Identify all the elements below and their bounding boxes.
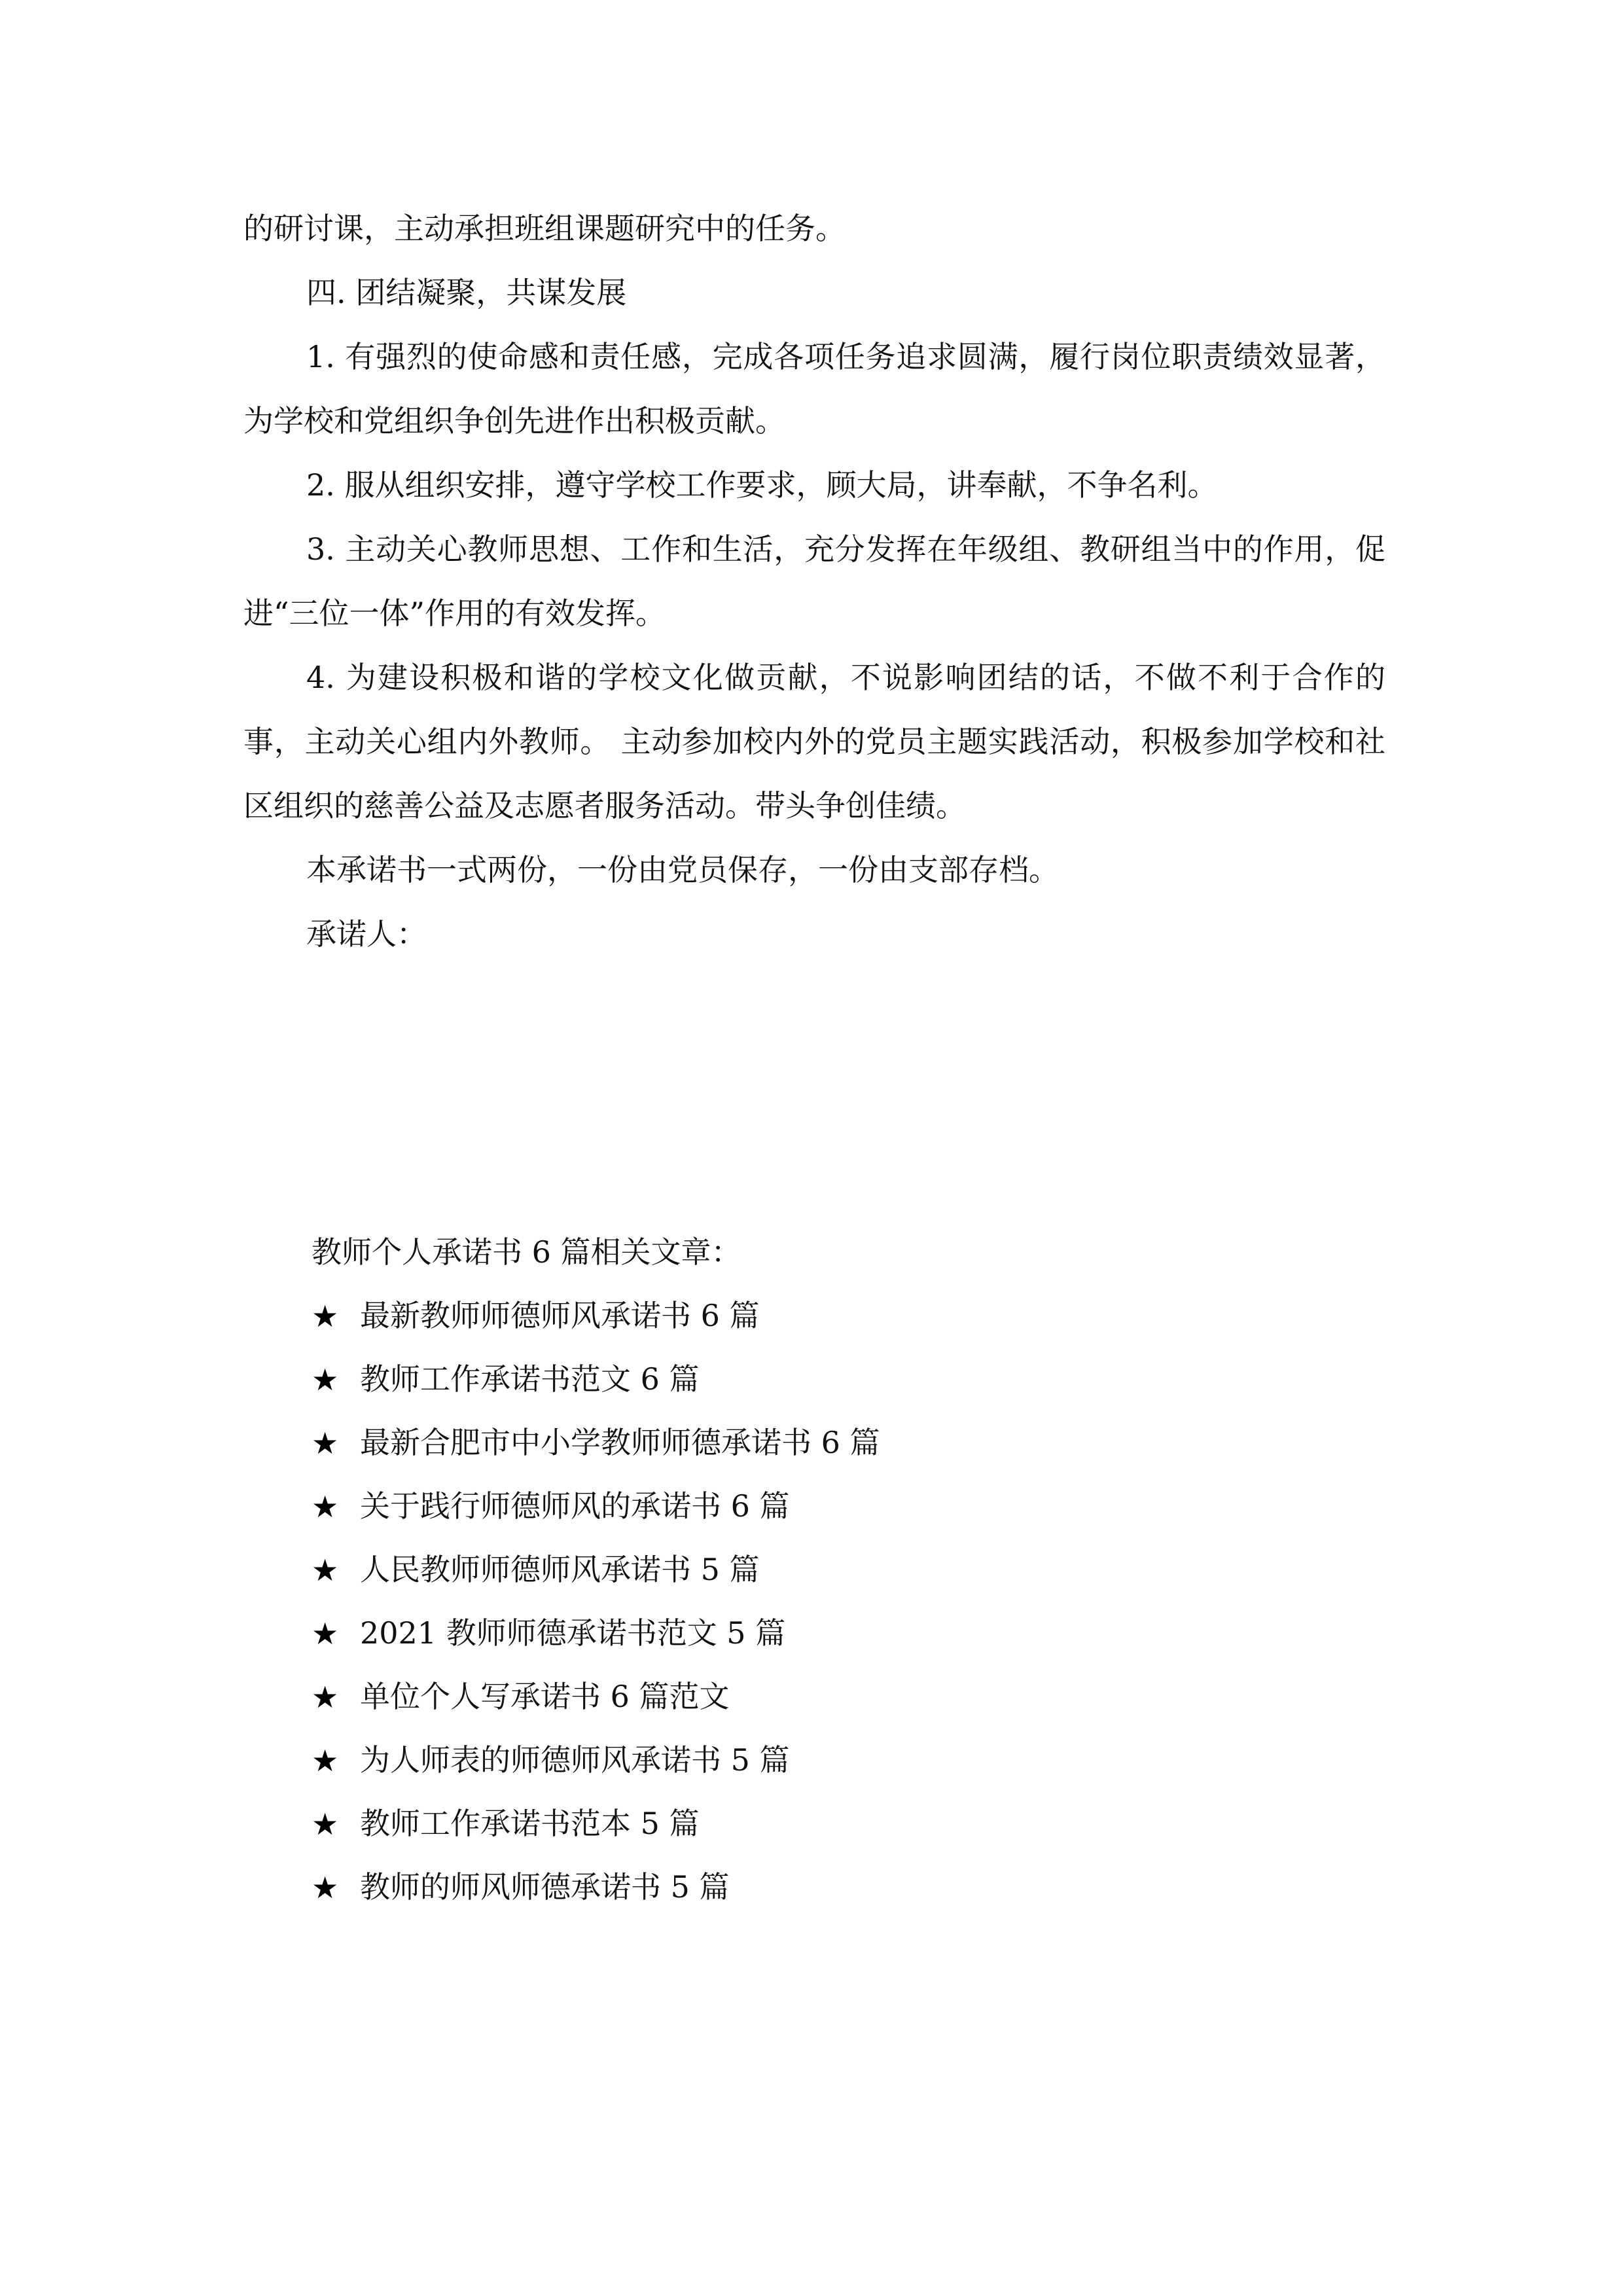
star-icon: ★ [312, 1806, 339, 1842]
related-article-label[interactable]: 教师工作承诺书范本 5 篇 [360, 1806, 700, 1841]
star-icon: ★ [312, 1679, 339, 1715]
related-article-label[interactable]: 人民教师师德师风承诺书 5 篇 [360, 1552, 760, 1587]
star-icon: ★ [312, 1869, 339, 1905]
paragraph-copies-note: 本承诺书一式两份，一份由党员保存，一份由支部存档。 [306, 852, 1059, 888]
related-article-label[interactable]: 最新教师师德师风承诺书 6 篇 [360, 1298, 760, 1333]
related-article-link[interactable] [312, 1348, 1359, 1411]
section-heading-unity: 四. 团结凝聚，共谋发展 [306, 275, 627, 310]
related-article-link[interactable] [312, 1729, 1359, 1792]
star-icon: ★ [312, 1615, 339, 1651]
related-article-label[interactable]: 为人师表的师德师风承诺书 5 篇 [360, 1742, 790, 1778]
paragraph-item-3: 3. 主动关心教师思想、工作和生活，充分发挥在年级组、教研组当中的作用，促进“三位一体”作用的有效发挥。 [243, 531, 1385, 631]
star-icon: ★ [312, 1742, 339, 1778]
paragraph-item-4: 4. 为建设积极和谐的学校文化做贡献，不说影响团结的话，不做不利于合作的事，主动关心组内外教师。 主动参加校内外的党员主题实践活动，积极参加学校和社区组织的慈善公益及志愿者服务活动。带头争创佳绩。 [243, 660, 1385, 823]
star-icon: ★ [312, 1552, 339, 1588]
star-icon: ★ [312, 1488, 339, 1524]
related-article-link[interactable] [312, 1284, 1359, 1348]
related-article-label[interactable]: 2021 教师师德承诺书范文 5 篇 [360, 1615, 786, 1651]
paragraph-item-1: 1. 有强烈的使命感和责任感，完成各项任务追求圆满，履行岗位职责绩效显著，为学校和党组织争创先进作出积极贡献。 [243, 339, 1385, 439]
related-article-link[interactable] [312, 1475, 1359, 1538]
star-icon: ★ [312, 1361, 339, 1397]
related-article-link[interactable] [312, 1538, 1359, 1602]
related-articles-list [312, 1284, 1359, 1919]
related-article-label[interactable]: 教师的师风师德承诺书 5 篇 [360, 1869, 730, 1905]
related-article-label[interactable]: 单位个人写承诺书 6 篇范文 [360, 1679, 730, 1714]
related-article-link[interactable] [312, 1665, 1359, 1729]
paragraph-item-2: 2. 服从组织安排，遵守学校工作要求，顾大局，讲奉献，不争名利。 [306, 467, 1218, 503]
related-article-link[interactable] [312, 1602, 1359, 1665]
related-articles [312, 1221, 1359, 1919]
related-article-label[interactable]: 最新合肥市中小学教师师德承诺书 6 篇 [360, 1425, 880, 1460]
related-articles-title: 教师个人承诺书 6 篇相关文章： [312, 1234, 741, 1270]
related-article-link[interactable] [312, 1411, 1359, 1475]
star-icon: ★ [312, 1298, 339, 1334]
related-article-link[interactable] [312, 1792, 1359, 1856]
paragraph-continuation: 的研讨课，主动承担班组课题研究中的任务。 [243, 211, 846, 246]
signature-label: 承诺人： [306, 916, 427, 952]
related-article-link[interactable] [312, 1856, 1359, 1919]
star-icon: ★ [312, 1425, 339, 1461]
document-body [243, 196, 1385, 966]
related-article-label[interactable]: 关于践行师德师风的承诺书 6 篇 [360, 1488, 790, 1524]
related-article-label[interactable]: 教师工作承诺书范文 6 篇 [360, 1361, 700, 1397]
